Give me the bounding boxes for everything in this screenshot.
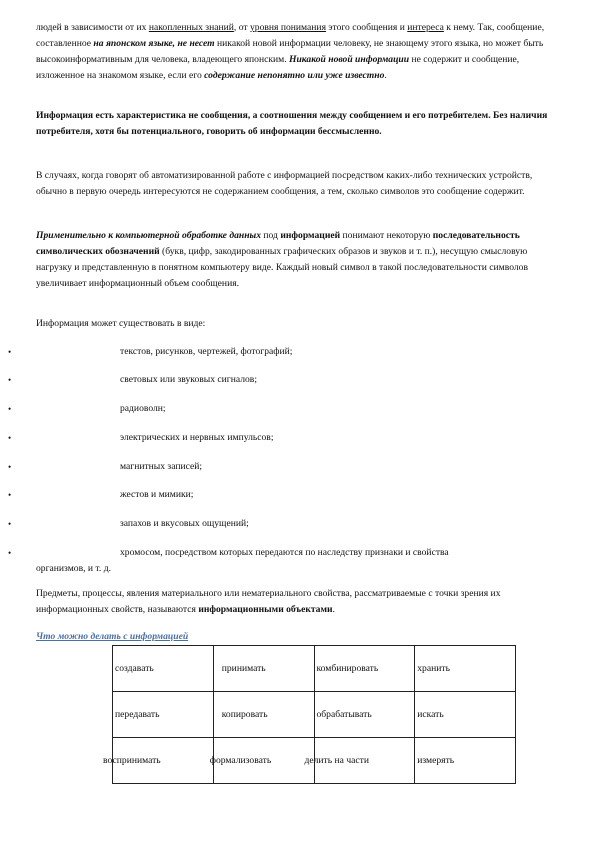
emphasis-computer-processing: Применительно к компьютерной обработке данных (36, 230, 261, 241)
table-row (113, 646, 516, 692)
list-item: хромосом, посредством которых передаются по наследству признаки и свойства (120, 547, 449, 558)
paragraph-information-relativity (36, 20, 564, 84)
bullet-marker: • (8, 375, 12, 385)
text: не содержит и сообщение, изложенное на знакомом языке, если его (36, 54, 520, 81)
cell-text: формализовать (209, 755, 272, 766)
emphasis-japanese: на японском языке, не несет (93, 38, 215, 49)
table-cell: создавать (113, 646, 214, 692)
table-cell (304, 738, 415, 784)
cell-text: делить на части (304, 755, 369, 766)
paragraph-definition-bold: Информация есть характеристика не сообщения, а соотношения между сообщением и его потребителем. Без наличия потребителя, хотя бы потенциального, говорить об информации бессмысленно. (36, 110, 548, 137)
list-item: световых или звуковых сигналов; (120, 374, 257, 385)
term-symbol-sequence: последовательность символических обозначений (36, 230, 520, 257)
text: к нему. Так, сообщение, составленное (36, 22, 545, 49)
cell-text: измерять (417, 755, 455, 766)
table-cell: хранить (415, 646, 516, 692)
table-cell: обрабатывать (314, 692, 415, 738)
table-cell: искать (415, 692, 516, 738)
table-row (113, 738, 516, 784)
list-item: электрических и нервных импульсов; (120, 432, 274, 443)
table-cell: комбинировать (314, 646, 415, 692)
bullet-marker: • (8, 347, 12, 357)
table-cell (415, 738, 516, 784)
link-understanding-level[interactable]: уровня понимания (249, 22, 326, 33)
link-accumulated-knowledge[interactable]: накопленных знаний (148, 22, 234, 33)
term-information-objects: информационными объектами (198, 604, 333, 615)
term-information: информацией (280, 230, 341, 241)
paragraph-computer-processing (36, 228, 564, 292)
table-cell (209, 738, 314, 784)
paragraph-automated-work: В случаях, когда говорят об автоматизированной работе с информацией посредством каких-либо технических устройств, обычно в первую очередь интересуются не содержанием сообщения, а тем, сколько символов это сообщение содержит. (36, 170, 533, 197)
text: . (332, 604, 335, 615)
bullet-marker: • (8, 519, 12, 529)
actions-table (103, 645, 516, 784)
paragraph-information-objects (36, 586, 564, 618)
emphasis-no-new-info: Никакой новой информации (289, 54, 410, 65)
bullet-marker: • (8, 433, 12, 443)
cell-text: воспринимать (103, 755, 161, 766)
text: . (384, 70, 387, 81)
text: этого сообщения и (325, 22, 408, 33)
text: (букв, цифр, закодированных графических образов и звуков и т. п.), несущую смысловую нагрузку и представленную в понятном компьютеру виде. Каждый новый символ в такой последовательности символов увеличивает информационный объем сообщения. (36, 246, 528, 289)
bullet-marker: • (8, 404, 12, 414)
link-interest[interactable]: интереса (407, 22, 444, 33)
table-cell: передавать (113, 692, 214, 738)
list-item: текстов, рисунков, чертежей, фотографий; (120, 346, 293, 357)
table-cell: принимать (213, 646, 314, 692)
emphasis-content-known: содержание непонятно или уже известно (204, 70, 385, 81)
table-cell: копировать (213, 692, 314, 738)
paragraph-forms-intro: Информация может существовать в виде: (36, 318, 206, 329)
section-heading-what-to-do[interactable]: Что можно делать с информацией (36, 631, 189, 642)
table-cell (103, 738, 214, 784)
list-item: радиоволн; (120, 403, 166, 414)
text: , от (233, 22, 250, 33)
text: никакой новой информации человеку, не знающему этого языка, но может быть высокоинформативным для человека, владеющего японским. (36, 38, 544, 65)
text: Предметы, процессы, явления материального или нематериального свойства, рассматриваемые с точки зрения их информационных свойств, называются (36, 588, 501, 615)
text: понимают некоторую (340, 230, 433, 241)
text: под (261, 230, 281, 241)
list-item-continuation: организмов, и т. д. (36, 563, 111, 574)
bullet-marker: • (8, 490, 12, 500)
list-item: запахов и вкусовых ощущений; (120, 518, 249, 529)
bullet-marker: • (8, 462, 12, 472)
table-row (113, 692, 516, 738)
bullet-marker: • (8, 548, 12, 558)
list-item: магнитных записей; (120, 461, 203, 472)
text: людей в зависимости от их (36, 22, 149, 33)
list-item: жестов и мимики; (120, 489, 194, 500)
